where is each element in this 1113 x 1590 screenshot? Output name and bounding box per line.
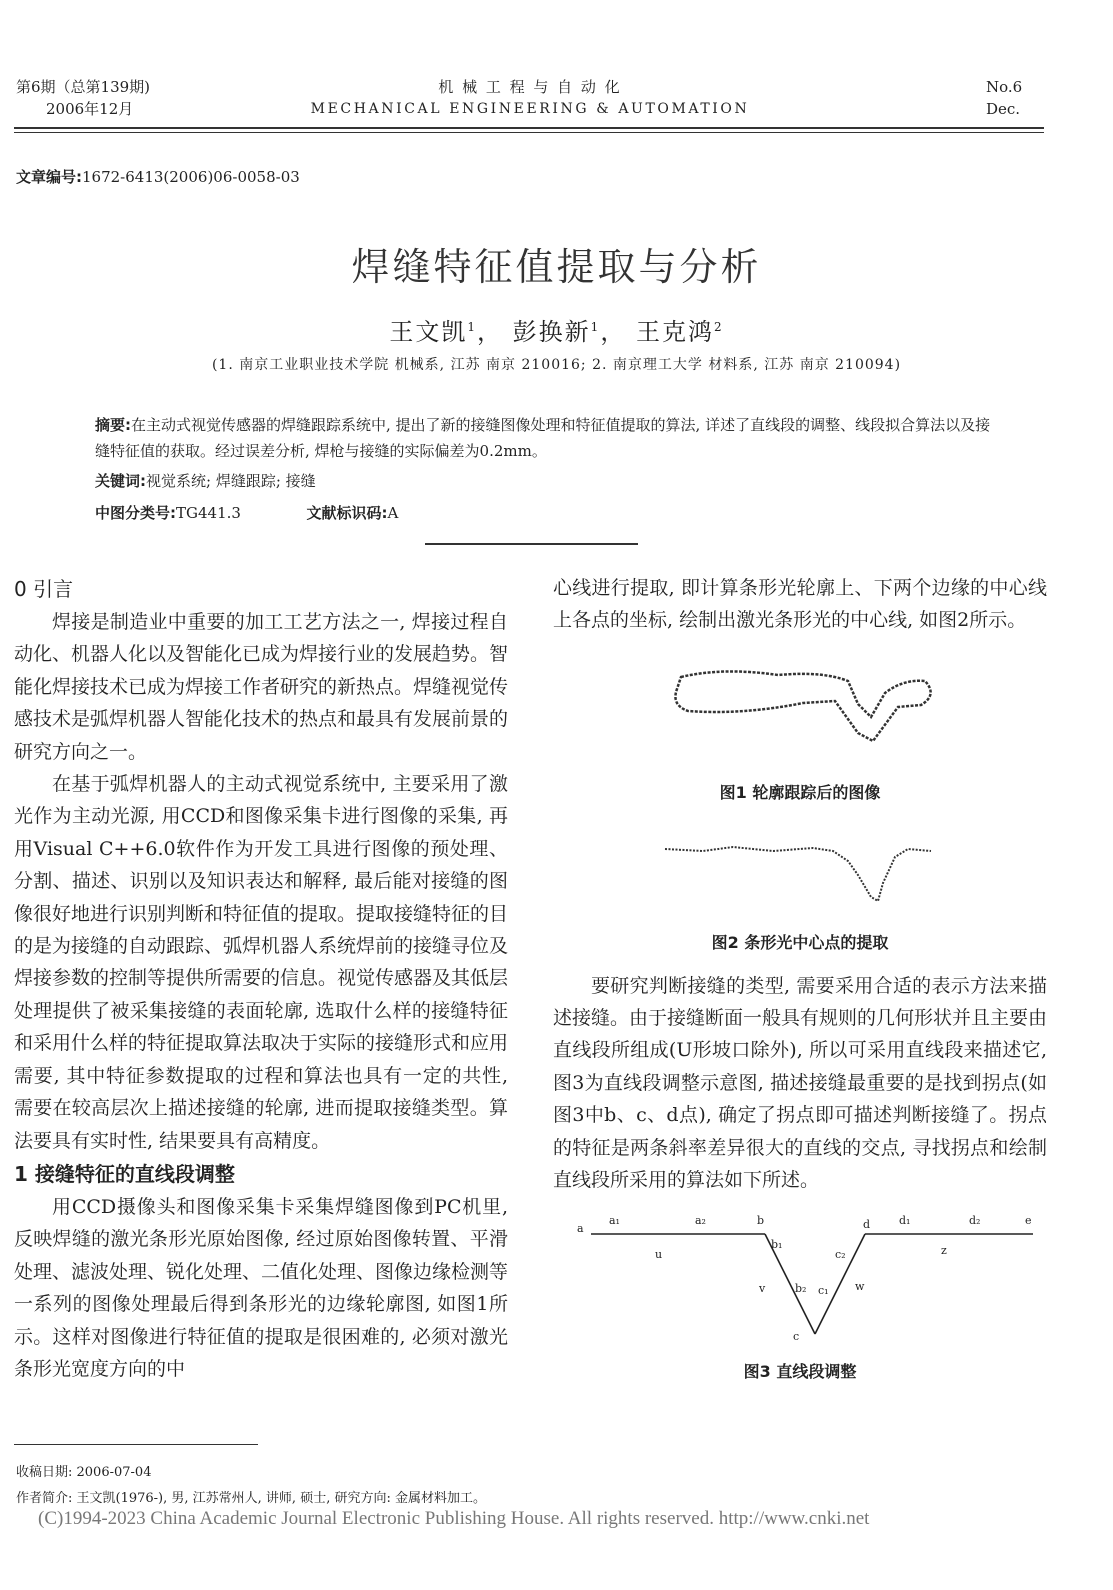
author-affiliation-mark: 1: [467, 320, 478, 334]
journal-name-en: MECHANICAL ENGINEERING & AUTOMATION: [310, 101, 750, 117]
label-v: v: [759, 1282, 766, 1296]
figure-3-caption: 图3 直线段调整: [743, 1362, 857, 1382]
label-u: u: [655, 1248, 663, 1262]
label-a2: a₂: [695, 1214, 706, 1228]
abstract-text: 在主动式视觉传感器的焊缝跟踪系统中, 提出了新的接缝图像处理和特征值提取的算法, 详述了直线段的调整、线段拟合算法以及接缝特征值的获取。经过误差分析, 焊枪与接缝的实际偏差为0.2mm。: [95, 416, 991, 460]
keywords: [95, 470, 316, 491]
right-column: [553, 572, 1047, 1389]
author-name: 王文凯: [389, 318, 468, 346]
keywords-label: 关键词:: [95, 472, 146, 490]
paragraph: 焊接是制造业中重要的加工工艺方法之一, 焊接过程自动化、机器人化以及智能化已成为焊接行业的发展趋势。智能化焊接技术已成为焊接工作者研究的新热点。焊缝视觉传感技术是弧焊机器人智能化技术的热点和最具有发展前景的研究方向之一。: [14, 611, 509, 763]
section-heading-line-adjust: 1 接缝特征的直线段调整: [14, 1161, 235, 1186]
clc-label: 中图分类号:: [95, 504, 176, 522]
figure-1-image: [553, 659, 1047, 777]
label-d1: d₁: [899, 1214, 911, 1228]
figure-2: [553, 821, 1047, 921]
issue-info-en: [986, 76, 1022, 120]
article-number-label: 文章编号:: [16, 168, 82, 186]
label-a: a: [577, 1222, 584, 1236]
keywords-text: 视觉系统; 焊缝跟踪; 接缝: [146, 472, 316, 490]
figure-3: [553, 1210, 1047, 1352]
received-date: 收稿日期: 2006-07-04: [16, 1465, 152, 1480]
label-b2: b₂: [795, 1282, 807, 1296]
label-b1: b₁: [771, 1238, 783, 1252]
figure-1: [553, 659, 1047, 777]
label-c2: c₂: [835, 1248, 846, 1262]
abstract: [95, 412, 995, 464]
section-heading-intro: 0 引言: [14, 577, 74, 601]
clc-value: TG441.3: [176, 504, 241, 522]
paragraph: 用CCD摄像头和图像采集卡采集焊缝图像到PC机里, 反映焊缝的激光条形光原始图像, 经过原始图像转置、平滑处理、滤波处理、锐化处理、二值化处理、图像边缘检测等一系列的图像处理最后得到条形光的边缘轮廓图, 如图1所示。这样对图像进行特征值的提取是很困难的, 必须对激光条形光宽度方向的中: [14, 1195, 509, 1380]
author-list: 王文凯$^1$， 彭换新$^1$， 王克鸿$^2$: [389, 318, 724, 346]
label-c: c: [793, 1330, 800, 1344]
page-title: 焊缝特征值提取与分析: [351, 245, 762, 289]
doc-code-value: A: [387, 504, 399, 522]
journal-name: [300, 76, 760, 120]
issue-date: 2006年12月: [46, 100, 134, 118]
copyright-notice: (C)1994-2023 China Academic Journal Electronic Publishing House. All rights reserved. http://www.cnki.net: [38, 1508, 870, 1529]
left-column: [14, 572, 508, 1385]
figure-1-caption: 图1 轮廓跟踪后的图像: [719, 782, 881, 802]
label-e: e: [1025, 1214, 1032, 1228]
header-rule-thin: [14, 132, 1044, 133]
label-b: b: [757, 1214, 765, 1228]
classification: [95, 502, 398, 523]
author-name: 王克鸿: [635, 318, 714, 346]
author-affiliation-mark: 1: [590, 320, 601, 334]
paragraph: 心线进行提取, 即计算条形光轮廓上、下两个边缘的中心线上各点的坐标, 绘制出激光条形光的中心线, 如图2所示。: [553, 577, 1047, 632]
affiliations: (1. 南京工业职业技术学院 机械系, 江苏 南京 210016; 2. 南京理工大学 材料系, 江苏 南京 210094): [211, 357, 902, 373]
author-name: 彭换新: [512, 318, 591, 346]
doc-code-label: 文献标识码:: [306, 504, 388, 522]
journal-name-cn: 机 械 工 程 与 自 动 化: [438, 78, 622, 96]
author-affiliation-mark: 2: [713, 320, 724, 334]
paragraph: 在基于弧焊机器人的主动式视觉系统中, 主要采用了激光作为主动光源, 用CCD和图像采集卡进行图像的采集, 再用Visual C++6.0软件作为开发工具进行图像的预处理、分割、描述、识别以及知识表达和解释, 最后能对接缝的图像很好地进行识别判断和特征值的提取。提取接缝特征的目的是为接缝的自动跟踪、弧焊机器人系统焊前的接缝寻位及焊接参数的控制等提供所需要的信息。视觉传感器及其低层处理提供了被采集接缝的表面轮廓, 选取什么样的接缝特征和采用什么样的特征提取算法取决于实际的接缝形式和应用需要, 其中特征参数提取的过程和算法也具有一定的共性, 需要在较高层次上描述接缝的轮廓, 进而提取接缝类型。算法要具有实时性, 结果要具有高精度。: [14, 773, 509, 1152]
author-bio: 作者简介: 王文凯(1976-), 男, 江苏常州人, 讲师, 硕士, 研究方向: 金属材料加工。: [16, 1491, 486, 1506]
issue-number: 第6期（总第139期): [16, 78, 151, 96]
figure-3-diagram: [553, 1210, 1047, 1352]
paragraph: 要研究判断接缝的类型, 需要采用合适的表示方法来描述接缝。由于接缝断面一般具有规则的几何形状并且主要由直线段所组成(U形坡口除外), 所以可采用直线段来描述它, 图3为直线段调整示意图, 描述接缝最重要的是找到拐点(如图3中b、c、d点), 确定了拐点即可描述判断接缝了。拐点的特征是两条斜率差异很大的直线的交点, 寻找拐点和绘制直线段所采用的算法如下所述。: [553, 974, 1048, 1192]
abstract-separator: [425, 543, 638, 545]
label-c1: c₁: [818, 1284, 829, 1298]
label-z: z: [941, 1244, 947, 1258]
issue-info: [16, 76, 150, 120]
article-number-value: 1672-6413(2006)06-0058-03: [82, 168, 300, 186]
issue-month-en: Dec.: [986, 100, 1021, 118]
abstract-label: 摘要:: [95, 416, 131, 434]
footnote-rule: [14, 1444, 258, 1445]
label-a1: a₁: [609, 1214, 620, 1228]
label-d2: d₂: [969, 1214, 981, 1228]
header-rule: [14, 127, 1044, 129]
label-w: w: [855, 1280, 865, 1294]
article-number: [16, 166, 300, 187]
label-d: d: [863, 1218, 871, 1232]
figure-2-caption: 图2 条形光中心点的提取: [711, 933, 889, 953]
figure-2-image: [553, 821, 1047, 921]
footnotes: [16, 1460, 486, 1512]
issue-no-en: No.6: [986, 78, 1023, 96]
